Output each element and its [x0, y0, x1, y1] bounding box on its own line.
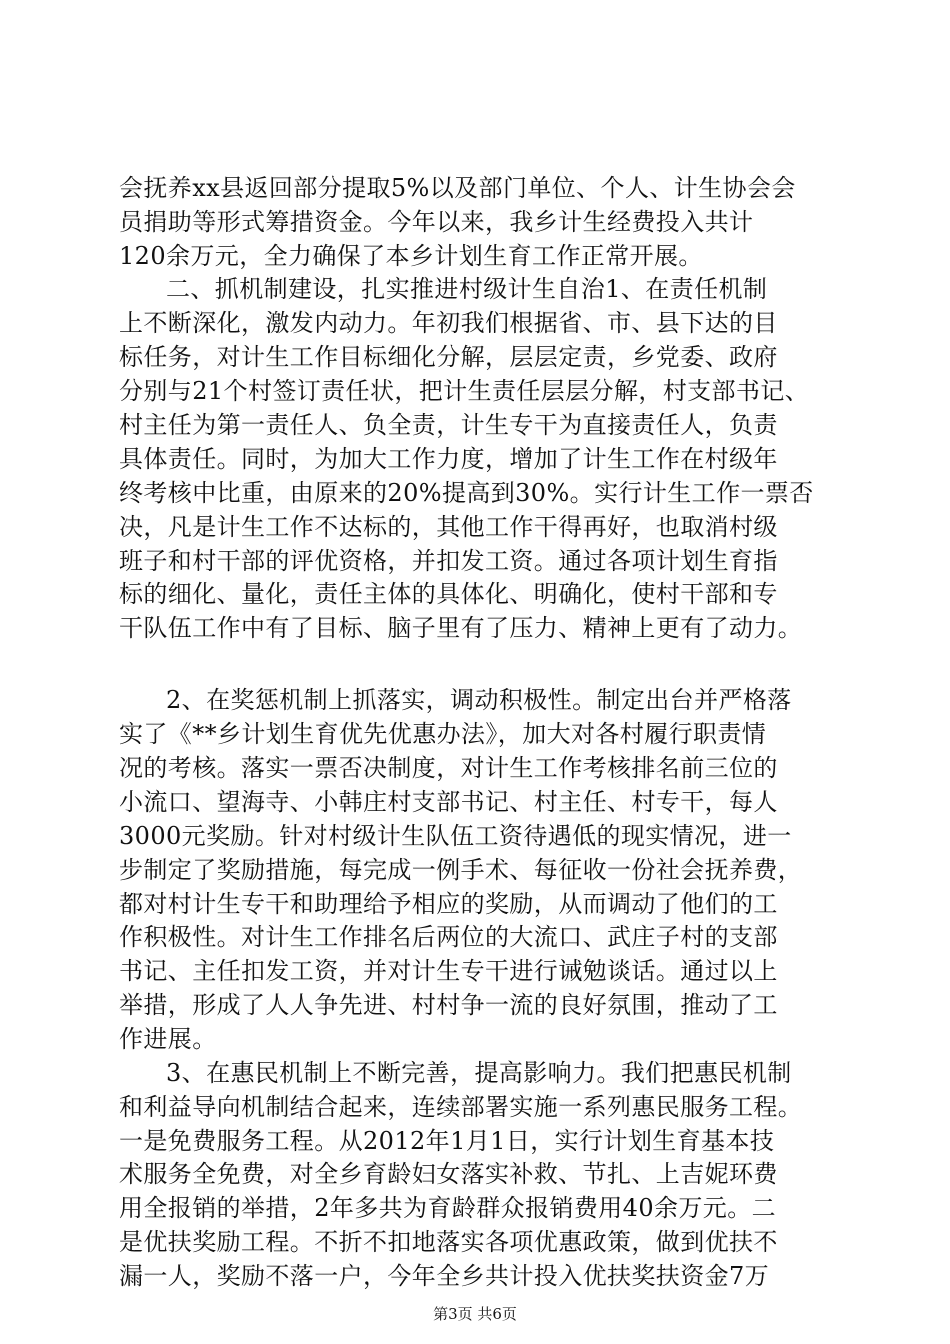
text-line: 术服务全免费，对全乡育龄妇女落实补救、节扎、上吉妮环费	[119, 1160, 778, 1188]
text-line: 书记、主任扣发工资，并对计生专干进行诫勉谈话。通过以上	[119, 957, 778, 985]
text-line: 分别与21个村签订责任状，把计生责任层层分解，村支部书记、	[119, 377, 810, 405]
text-line: 120余万元，全力确保了本乡计划生育工作正常开展。	[119, 242, 703, 270]
text-line: 标任务，对计生工作目标细化分解，层层定责，乡党委、政府	[119, 343, 778, 371]
text-line: 村主任为第一责任人、负全责，计生专干为直接责任人，负责	[119, 411, 778, 439]
text-line: 步制定了奖励措施，每完成一例手术、每征收一份社会抚养费，	[119, 856, 803, 884]
text-line: 用全报销的举措，2年多共为育龄群众报销费用40余万元。二	[119, 1194, 777, 1222]
text-line: 标的细化、量化，责任主体的具体化、明确化，使村干部和专	[119, 580, 778, 608]
text-line: 干队伍工作中有了目标、脑子里有了压力、精神上更有了动力。	[119, 614, 803, 642]
text-line: 作积极性。对计生工作排名后两位的大流口、武庄子村的支部	[119, 923, 778, 951]
text-line: 上不断深化，激发内动力。年初我们根据省、市、县下达的目	[119, 309, 778, 337]
text-line: 况的考核。落实一票否决制度，对计生工作考核排名前三位的	[119, 754, 778, 782]
text-line: 都对村计生专干和助理给予相应的奖励，从而调动了他们的工	[119, 890, 778, 918]
text-line: 实了《**乡计划生育优先优惠办法》，加大对各村履行职责情	[119, 720, 767, 748]
text-line: 终考核中比重，由原来的20%提高到30%。实行计生工作一票否	[119, 479, 814, 507]
text-line: 小流口、望海寺、小韩庄村支部书记、村主任、村专干，每人	[119, 788, 778, 816]
text-line: 二、抓机制建设，扎实推进村级计生自治1、在责任机制	[166, 275, 768, 303]
text-line: 班子和村干部的评优资格，并扣发工资。通过各项计划生育指	[119, 547, 778, 575]
text-line: 和利益导向机制结合起来，连续部署实施一系列惠民服务工程。	[119, 1093, 803, 1121]
text-line: 会抚养xx县返回部分提取5%以及部门单位、个人、计生协会会	[119, 174, 796, 202]
text-line: 3000元奖励。针对村级计生队伍工资待遇低的现实情况，进一	[119, 822, 792, 850]
text-line: 一是免费服务工程。从2012年1月1日，实行计划生育基本技	[119, 1127, 775, 1155]
text-line: 漏一人，奖励不落一户，今年全乡共计投入优扶奖扶资金7万	[119, 1262, 770, 1290]
page-number-footer: 第3页 共6页	[433, 1305, 517, 1323]
text-line: 是优扶奖励工程。不折不扣地落实各项优惠政策，做到优扶不	[119, 1228, 778, 1256]
text-line: 举措，形成了人人争先进、村村争一流的良好氛围，推动了工	[119, 991, 778, 1019]
text-line: 3、在惠民机制上不断完善，提高影响力。我们把惠民机制	[166, 1059, 792, 1087]
text-line: 决，凡是计生工作不达标的，其他工作干得再好，也取消村级	[119, 513, 778, 541]
text-line: 2、在奖惩机制上抓落实，调动积极性。制定出台并严格落	[166, 686, 792, 714]
text-line: 作进展。	[119, 1025, 217, 1053]
text-line: 具体责任。同时，为加大工作力度，增加了计生工作在村级年	[119, 445, 778, 473]
text-line: 员捐助等形式筹措资金。今年以来，我乡计生经费投入共计	[119, 208, 754, 236]
